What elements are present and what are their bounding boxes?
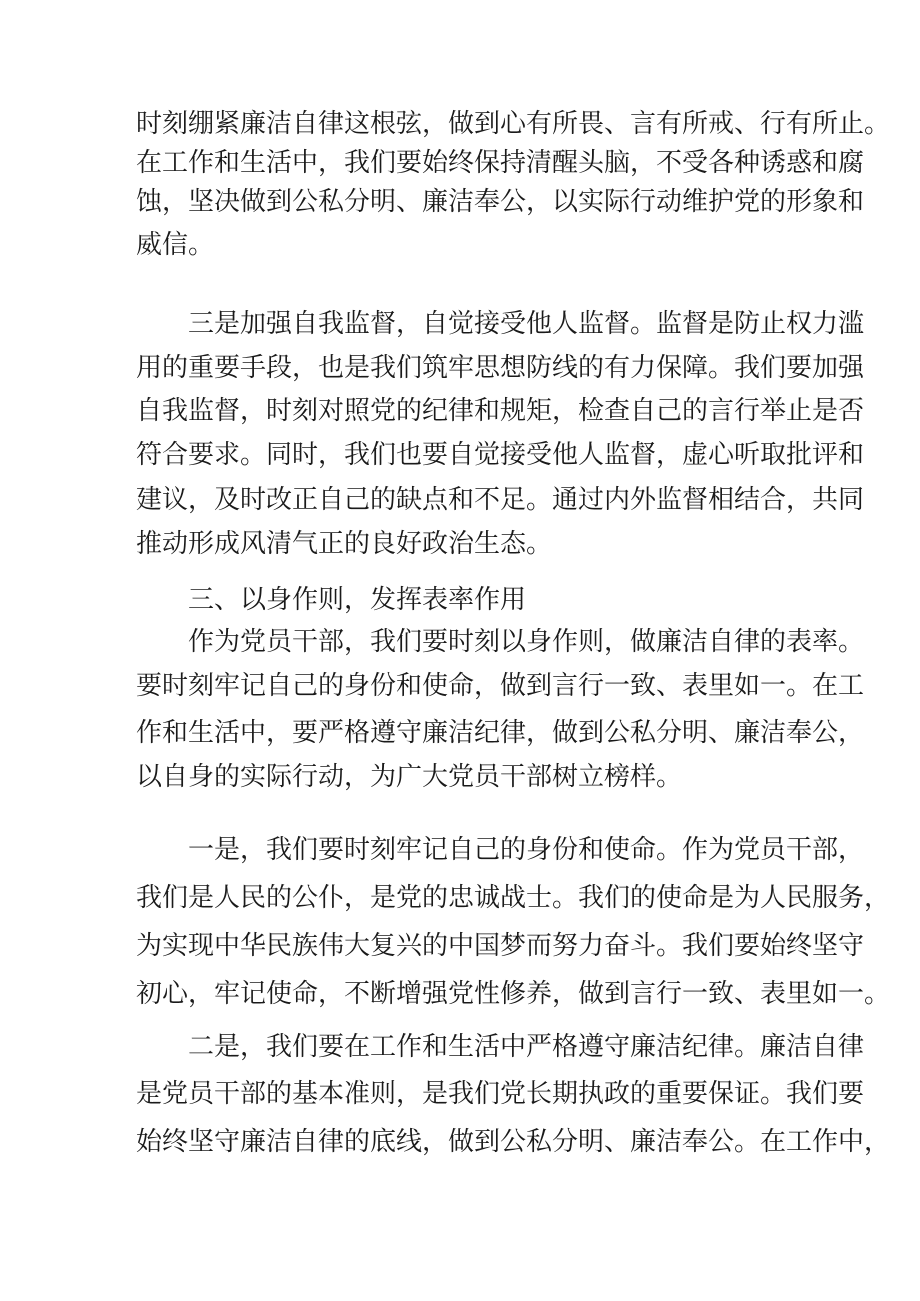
text-line-content: 为实现中华民族伟大复兴的中国梦而努力奋斗。我们要始终坚守 (136, 931, 865, 961)
text-line-content: 在工作和生活中，我们要始终保持清醒头脑，不受各种诱惑和腐 (136, 148, 865, 178)
text-line (0, 924, 920, 968)
text-line-content: 自我监督，时刻对照党的纪律和规矩，检查自己的言行举止是否 (136, 396, 865, 426)
text-line (0, 223, 920, 267)
text-line (0, 1025, 920, 1069)
text-line-content: 用的重要手段，也是我们筑牢思想防线的有力保障。我们要加强 (136, 353, 865, 383)
text-line-content: 要时刻牢记自己的身份和使命，做到言行一致、表里如一。在工 (136, 671, 865, 701)
text-line-content: 我们是人民的公仆，是党的忠诚战士。我们的使命是为人民服务， (136, 883, 891, 913)
section-heading (0, 578, 920, 622)
text-line-content: 作为党员干部，我们要时刻以身作则，做廉洁自律的表率。 (188, 627, 865, 657)
text-line-content: 一是，我们要时刻牢记自己的身份和使命。作为党员干部， (188, 835, 865, 865)
text-line-content: 作和生活中，要严格遵守廉洁纪律，做到公私分明、廉洁奉公， (136, 718, 865, 748)
text-line (0, 664, 920, 708)
text-line (0, 302, 920, 346)
text-line (0, 972, 920, 1016)
text-line-content: 初心，牢记使命，不断增强党性修养，做到言行一致、表里如一。 (136, 979, 891, 1009)
section-heading-text: 三、以身作则，发挥表率作用 (188, 585, 527, 615)
text-line (0, 389, 920, 433)
text-line (0, 1120, 920, 1164)
text-line (0, 141, 920, 185)
text-line (0, 876, 920, 920)
text-line-content: 二是，我们要在工作和生活中严格遵守廉洁纪律。廉洁自律 (188, 1032, 865, 1062)
text-line-content: 符合要求。同时，我们也要自觉接受他人监督，虚心听取批评和 (136, 440, 865, 470)
text-line-content: 蚀，坚决做到公私分明、廉洁奉公，以实际行动维护党的形象和 (136, 187, 865, 217)
text-line (0, 1072, 920, 1116)
text-line (0, 478, 920, 522)
text-line (0, 828, 920, 872)
text-line-content: 推动形成风清气正的良好政治生态。 (136, 529, 553, 559)
text-line-content: 时刻绷紧廉洁自律这根弦，做到心有所畏、言有所戒、行有所止。 (136, 109, 891, 139)
text-line-content: 以自身的实际行动，为广大党员干部树立榜样。 (136, 762, 683, 792)
text-line (0, 346, 920, 390)
text-line-content: 建议，及时改正自己的缺点和不足。通过内外监督相结合，共同 (136, 485, 865, 515)
text-line (0, 522, 920, 566)
text-line-content: 始终坚守廉洁自律的底线，做到公私分明、廉洁奉公。在工作中， (136, 1127, 891, 1157)
text-line-content: 是党员干部的基本准则，是我们党长期执政的重要保证。我们要 (136, 1079, 865, 1109)
text-line (0, 102, 920, 146)
text-line-content: 三是加强自我监督，自觉接受他人监督。监督是防止权力滥 (188, 309, 865, 339)
text-line-content: 威信。 (136, 230, 215, 260)
text-line (0, 433, 920, 477)
text-line (0, 180, 920, 224)
text-line (0, 755, 920, 799)
text-line (0, 711, 920, 755)
text-line (0, 620, 920, 664)
